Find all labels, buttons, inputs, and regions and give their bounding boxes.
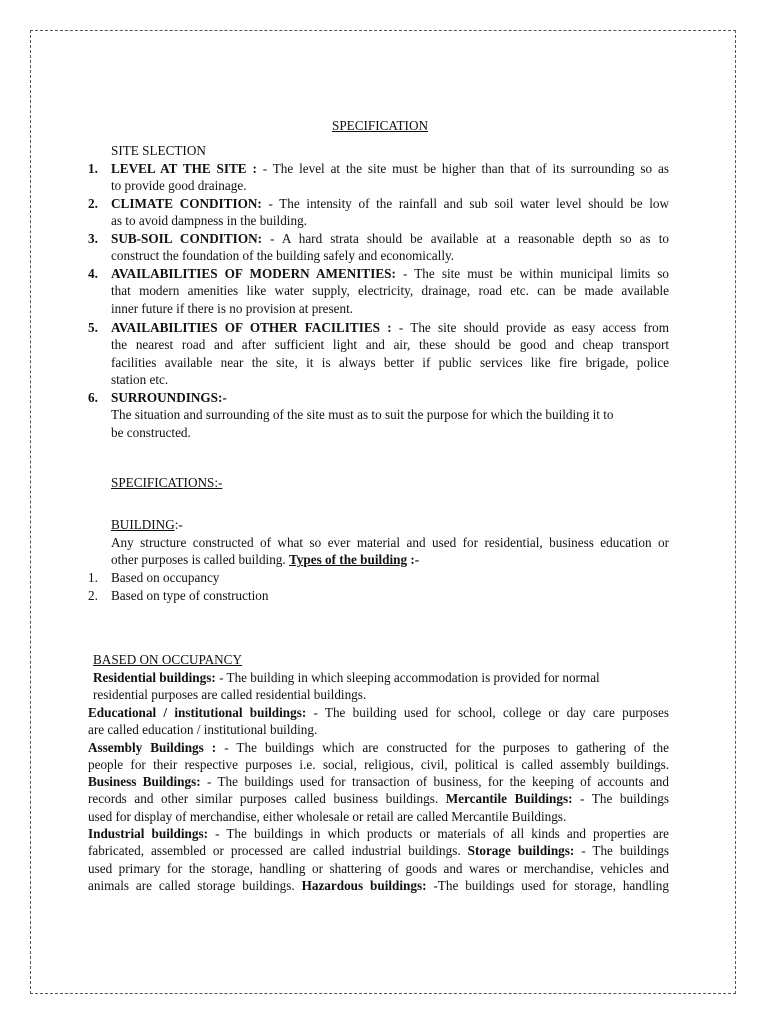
term-text: - The buildings in which products or materials of all kinds and properties are [207,826,669,842]
item-text: the nearest road and after sufficient light and air, these should be good and cheap transport [111,337,669,353]
item-text: be constructed. [111,424,191,440]
list-item [111,230,669,265]
type-item: Based on type of construction [111,588,269,603]
building-text: Any structure constructed of what so ever material and used for residential, business education or [111,535,669,550]
item-label: LEVEL AT THE SITE : [111,161,257,176]
specifications-heading: SPECIFICATIONS:- [111,475,223,490]
occupancy-body [88,704,669,894]
term-label: Educational / institutional buildings: [88,705,307,720]
item-text: - The intensity of the rainfall and sub soil water level should be low [268,196,669,211]
term-label: Residential buildings: [93,670,216,685]
item-text: station etc. [111,371,169,387]
item-number: 6. [88,390,98,405]
term-text: people for their respective purposes i.e. social, religious, civil, political is called assembly buildings. [88,756,669,772]
item-number: 4. [88,266,98,281]
term-label: Business Buildings: [88,774,201,790]
term-text: - The buildings [572,791,669,807]
types-suffix: :- [407,552,420,568]
item-text: - The site should provide as easy access from [398,320,670,335]
item-text: that modern amenities like water supply, electricity, drainage, road etc. can be made available [111,283,669,299]
building-heading-suffix: :- [174,517,183,532]
item-label: CLIMATE CONDITION: [111,196,262,211]
building-heading-text: BUILDING [111,517,175,532]
term-label: Industrial buildings: [88,826,208,842]
occupancy-heading: BASED ON OCCUPANCY [93,652,243,667]
item-label: AVAILABILITIES OF OTHER FACILITIES : [111,320,392,335]
term-text: - The buildings [574,843,669,859]
types-label: Types of the building [289,552,408,568]
item-number: 3. [88,231,98,246]
item-label: SUB-SOIL CONDITION: [111,231,262,246]
list-item [111,160,669,195]
term-text: records and other similar purposes called business buildings. [88,791,446,807]
building-heading [111,516,183,533]
site-selection-heading: SITE SLECTION [111,143,206,158]
term-label: Storage buildings: [467,843,575,859]
list-item [111,389,669,441]
term-text: are called education / institutional building. [88,722,318,738]
term-text: animals are called storage buildings. [88,877,302,893]
term-text: -The buildings used for storage, handling [426,877,669,893]
type-item: Based on occupancy [111,570,220,585]
term-text: - The buildings which are constructed for the purposes to gathering of the [216,739,669,755]
item-text: - A hard strata should be available at a reasonable depth so as to [270,231,669,246]
list-item [111,195,669,230]
term-text: - The building used for school, college or day care purposes [306,705,669,720]
term-label: Assembly Buildings : [88,739,217,755]
term-label: Mercantile Buildings: [445,791,573,807]
type-number: 2. [88,588,98,603]
term-text: fabricated, assembled or processed are called industrial buildings. [88,843,468,859]
term-text: used for display of merchandise, either wholesale or retail are called Mercantile Buildings. [88,808,567,824]
term-label: Hazardous buildings: [301,877,427,893]
page-title: SPECIFICATION [332,118,428,133]
building-text: other purposes is called building. [111,552,286,568]
item-label: AVAILABILITIES OF MODERN AMENITIES: [111,266,396,281]
term-text: - The building in which sleeping accommodation is provided for normal [215,670,600,685]
term-text: - The buildings used for transaction of business, for the keeping of accounts and [200,774,669,790]
item-number: 2. [88,196,98,211]
occupancy-residential [93,669,669,704]
item-text: inner future if there is no provision at present. [111,300,354,316]
item-text: as to avoid dampness in the building. [111,213,307,229]
item-text: construct the foundation of the building safely and economically. [111,248,455,264]
list-item [111,265,669,317]
term-text: residential purposes are called residential buildings. [93,687,367,703]
item-label: SURROUNDINGS:- [111,390,227,405]
list-item [111,319,669,388]
item-number: 1. [88,161,98,176]
building-definition [111,534,669,569]
item-number: 5. [88,320,98,335]
type-number: 1. [88,570,98,585]
item-text: facilities available near the site, it is always better if public services like fire brigade, police [111,354,669,370]
item-text: The situation and surrounding of the site must as to suit the purpose for which the building it to [111,407,614,423]
item-text: - The site must be within municipal limits so [402,266,670,281]
item-text: to provide good drainage. [111,178,247,194]
item-text: - The level at the site must be higher than that of its surrounding so as [262,161,669,176]
term-text: used primary for the storage, handling or shattering of goods and wares or merchandise, vehicles and [88,860,669,876]
